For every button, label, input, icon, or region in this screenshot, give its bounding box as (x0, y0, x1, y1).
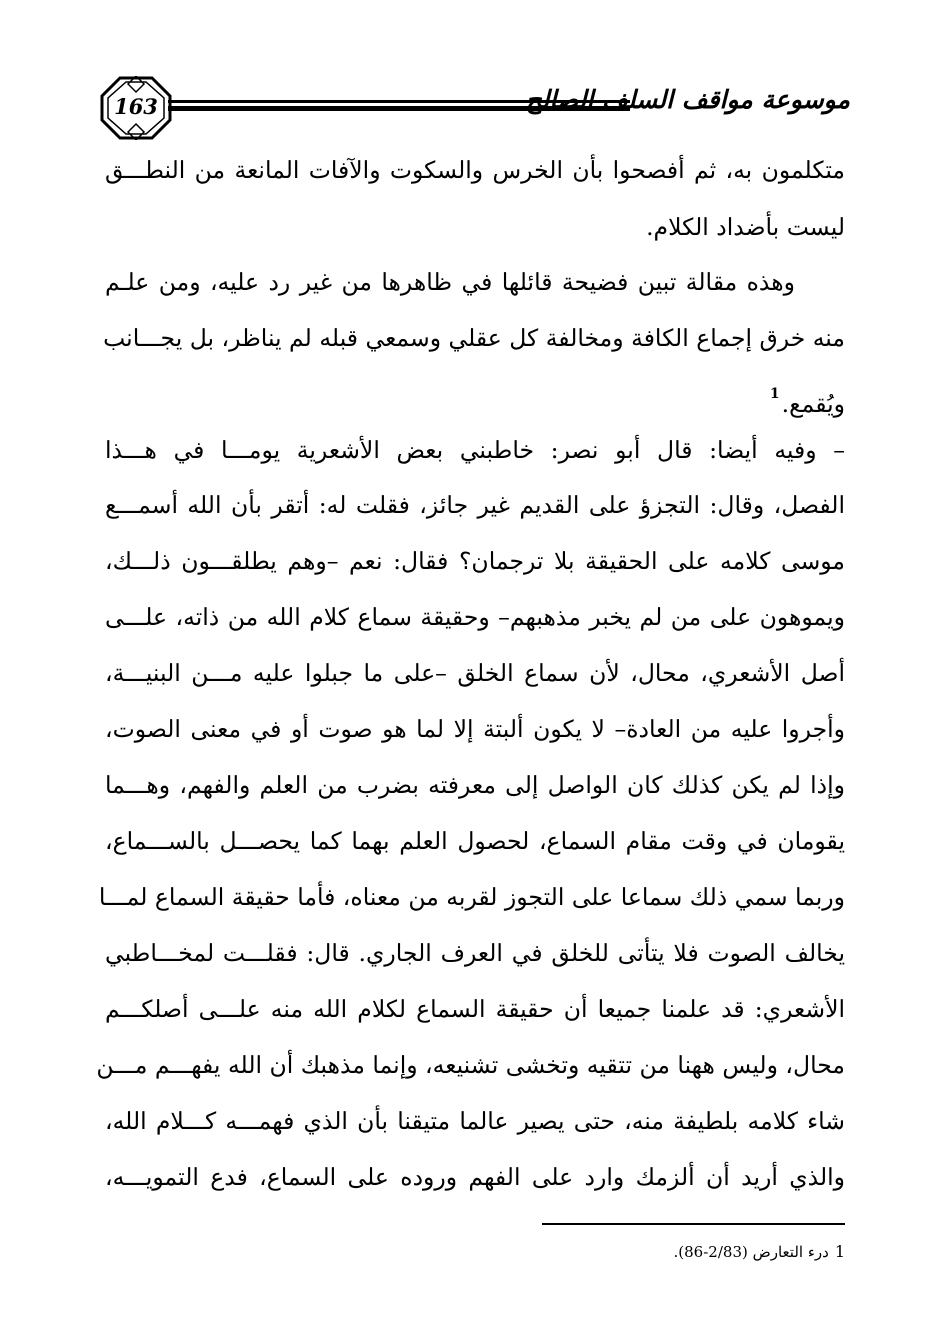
text-line (105, 367, 845, 421)
text-line: الفصل، وقال: التجزؤ على القديم غير جائز، فقلت له: أتقر بأن الله أسمـــع (105, 491, 845, 519)
footnote-ref: 1 (769, 386, 780, 402)
text-line: الأشعري: قد علمنا جميعا أن حقيقة السماع لكلام الله منه علـــى أصلكـــم (105, 995, 845, 1023)
footnote-text: درء التعارض (2/83-86). (673, 1243, 829, 1261)
series-title: موسوعة مواقف السلف الصالح (525, 85, 850, 114)
text-line: وإذا لم يكن كذلك كان الواصل إلى معرفته بضرب من العلم والفهم، وهـــما (105, 771, 845, 799)
text-line: يقومان في وقت مقام السماع، لحصول العلم بهما كما يحصـــل بالســـماع، (105, 827, 845, 855)
text-line-content: ويُقمع. (781, 390, 845, 418)
text-line: أصل الأشعري، محال، لأن سماع الخلق –على ما جبلوا عليه مـــن البنيـــة، (105, 659, 845, 687)
text-line: يخالف الصوت فلا يتأتى للخلق في العرف الجاري. قال: فقلـــت لمخـــاطبي (105, 939, 845, 967)
text-line: وأجروا عليه من العادة– لا يكون ألبتة إلا لما هو صوت أو في معنى الصوت، (105, 715, 845, 743)
page-header (96, 70, 856, 150)
page-number-badge (100, 76, 164, 140)
text-line: موسى كلامه على الحقيقة بلا ترجمان؟ فقال: نعم –وهم يطلقـــون ذلـــك، (105, 547, 845, 575)
text-line: منه خرق إجماع الكافة ومخالفة كل عقلي وسمعي قبله لم يناظر، بل يجـــانب (103, 324, 845, 352)
text-line: ويموهون على من لم يخبر مذهبهم– وحقيقة سماع كلام الله من ذاته، علـــى (105, 603, 845, 631)
text-line: – وفيه أيضا: قال أبو نصر: خاطبني بعض الأشعرية يومـــا في هـــذا (105, 436, 845, 464)
page-number: 163 (114, 94, 158, 119)
footnote-number: 1 (834, 1242, 845, 1261)
text-line: وربما سمي ذلك سماعا على التجوز لقربه من معناه، فأما حقيقة السماع لمـــا (98, 883, 845, 911)
text-line: ليست بأضداد الكلام. (646, 213, 845, 241)
footnote (545, 1238, 845, 1266)
text-line: والذي أريد أن ألزمك وارد على الفهم وروده على السماع، فدع التمويـــه، (105, 1163, 845, 1191)
text-line: محال، وليس ههنا من تتقيه وتخشى تشنيعه، وإنما مذهبك أن الله يفهـــم مـــن (96, 1051, 845, 1079)
text-line: وهذه مقالة تبين فضيحة قائلها في ظاهرها من غير رد عليه، ومن علـم (105, 268, 795, 296)
text-line: متكلمون به، ثم أفصحوا بأن الخرس والسكوت والآفات المانعة من النطـــق (105, 156, 845, 184)
text-line: شاء كلامه بلطيفة منه، حتى يصير عالما متيقنا بأن الذي فهمـــه كـــلام الله، (105, 1107, 845, 1135)
footnote-rule (542, 1223, 845, 1225)
